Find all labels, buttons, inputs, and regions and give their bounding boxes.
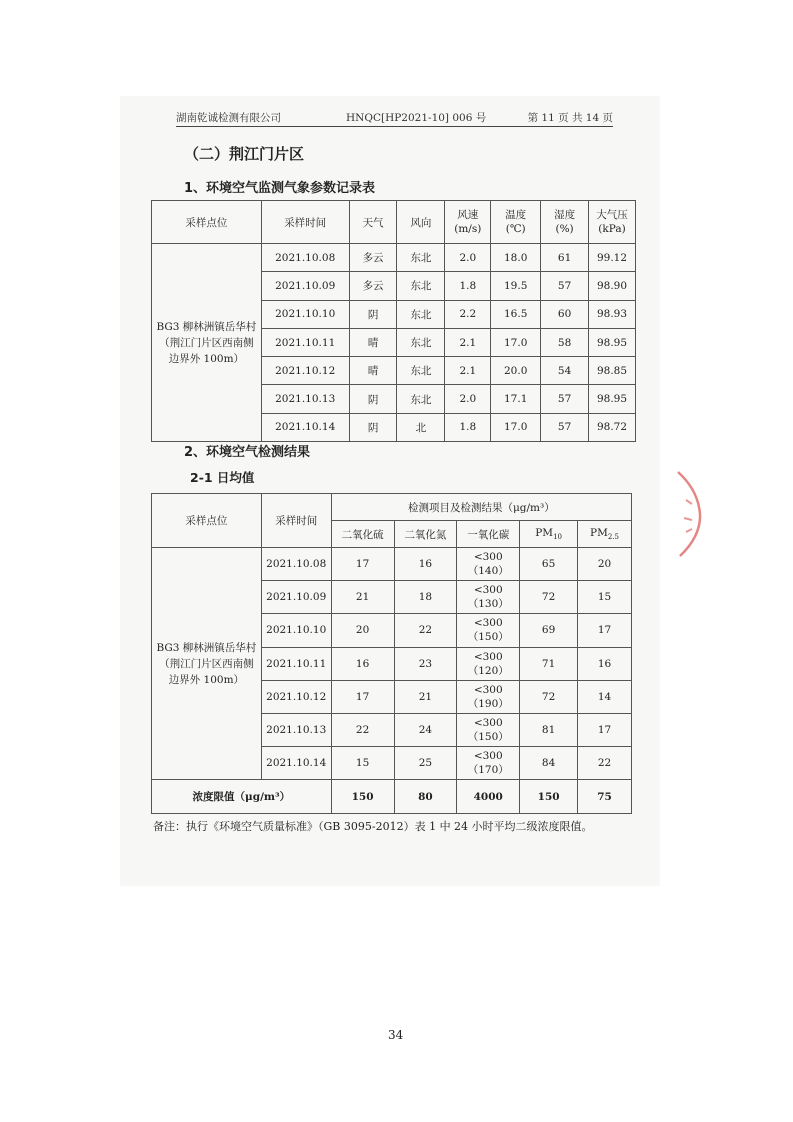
col-humidity	[541, 201, 589, 244]
pm10-cell: 65	[520, 548, 578, 581]
so2-cell: 20	[331, 614, 394, 647]
humidity-cell: 58	[541, 328, 589, 356]
co-cell	[457, 680, 520, 713]
weather-cell: 多云	[349, 244, 397, 272]
co-value: <300	[473, 683, 503, 696]
table-row	[152, 548, 632, 581]
no2-cell: 21	[394, 680, 457, 713]
so2-cell: 15	[331, 747, 394, 780]
date-cell: 2021.10.11	[261, 328, 349, 356]
wind-speed-cell: 1.8	[445, 413, 491, 441]
temp-cell: 16.5	[491, 300, 541, 328]
table2-subtitle: 2-1 日均值	[190, 470, 255, 485]
pm25-cell: 17	[578, 614, 632, 647]
no2-cell: 22	[394, 614, 457, 647]
co-measured: （190）	[467, 697, 509, 710]
co-value: <300	[473, 750, 503, 763]
wind-speed-cell: 2.0	[445, 244, 491, 272]
limit-label: 浓度限值（μg/m³）	[152, 780, 332, 814]
wind-dir-cell: 东北	[397, 385, 445, 413]
col-temp	[491, 201, 541, 244]
wind-dir-cell: 东北	[397, 328, 445, 356]
table-note: 备注：执行《环境空气质量标准》（GB 3095-2012）表 1 中 24 小时平均二级浓度限值。	[153, 820, 593, 833]
date-cell: 2021.10.11	[261, 647, 331, 680]
limit-so2: 150	[331, 780, 394, 814]
weather-cell: 阴	[349, 300, 397, 328]
co-measured: （150）	[467, 731, 509, 744]
col-humidity-label: 湿度	[554, 209, 576, 221]
pm10-cell: 69	[520, 614, 578, 647]
date-cell: 2021.10.13	[261, 385, 349, 413]
pm25-label: PM	[590, 526, 608, 539]
location-cell	[152, 244, 262, 442]
weather-cell: 晴	[349, 357, 397, 385]
weather-cell: 晴	[349, 328, 397, 356]
temp-cell: 17.0	[491, 413, 541, 441]
seal-stamp-fragment	[676, 470, 706, 560]
wind-speed-cell: 2.1	[445, 328, 491, 356]
humidity-cell: 57	[541, 413, 589, 441]
so2-cell: 21	[331, 581, 394, 614]
humidity-cell: 60	[541, 300, 589, 328]
col-pressure	[589, 201, 636, 244]
date-cell: 2021.10.10	[261, 614, 331, 647]
location-line: 边界外 100m）	[168, 352, 245, 365]
col-wind-speed-unit: (m/s)	[454, 223, 482, 235]
col-pressure-unit: (kPa)	[598, 223, 626, 235]
co-cell	[457, 647, 520, 680]
co-measured: （130）	[467, 598, 509, 611]
co-value: <300	[473, 617, 503, 630]
col-wind-speed	[445, 201, 491, 244]
weather-cell: 多云	[349, 272, 397, 300]
wind-speed-cell: 2.2	[445, 300, 491, 328]
date-cell: 2021.10.09	[261, 581, 331, 614]
temp-cell: 18.0	[491, 244, 541, 272]
location-line: 边界外 100m）	[168, 673, 245, 686]
pm25-cell: 14	[578, 680, 632, 713]
co-value: <300	[473, 717, 503, 730]
pm10-cell: 84	[520, 747, 578, 780]
pm10-cell: 81	[520, 713, 578, 746]
humidity-cell: 61	[541, 244, 589, 272]
col-location: 采样点位	[152, 494, 262, 548]
pressure-cell: 99.12	[589, 244, 636, 272]
pm10-label: PM	[535, 526, 554, 539]
no2-cell: 23	[394, 647, 457, 680]
temp-cell: 17.1	[491, 385, 541, 413]
co-value: <300	[473, 650, 503, 663]
meteorology-table	[151, 200, 636, 442]
wind-dir-cell: 东北	[397, 272, 445, 300]
location-line: （荆江门片区西南侧	[159, 336, 254, 349]
pm25-cell: 15	[578, 581, 632, 614]
header-report-code: HNQC[HP2021-10] 006 号	[346, 112, 487, 124]
page-number: 34	[388, 1028, 404, 1042]
co-cell	[457, 713, 520, 746]
co-value: <300	[473, 584, 503, 597]
temp-cell: 20.0	[491, 357, 541, 385]
date-cell: 2021.10.12	[261, 680, 331, 713]
temp-cell: 17.0	[491, 328, 541, 356]
col-group-results: 检测项目及检测结果（μg/m³）	[331, 494, 631, 521]
date-cell: 2021.10.14	[261, 747, 331, 780]
no2-cell: 18	[394, 581, 457, 614]
col-wind-speed-label: 风速	[457, 209, 479, 221]
header-company: 湖南乾诚检测有限公司	[176, 112, 281, 124]
table-header-row	[152, 494, 632, 521]
section-title: （二）荆江门片区	[184, 145, 305, 163]
humidity-cell: 54	[541, 357, 589, 385]
limit-co: 4000	[457, 780, 520, 814]
co-cell	[457, 581, 520, 614]
wind-dir-cell: 北	[397, 413, 445, 441]
pressure-cell: 98.85	[589, 357, 636, 385]
pm25-sub: 2.5	[607, 533, 619, 542]
so2-cell: 22	[331, 713, 394, 746]
humidity-cell: 57	[541, 385, 589, 413]
co-cell	[457, 614, 520, 647]
location-cell	[152, 548, 262, 780]
pm25-cell: 16	[578, 647, 632, 680]
limit-row	[152, 780, 632, 814]
col-no2: 二氧化氮	[394, 521, 457, 548]
pressure-cell: 98.93	[589, 300, 636, 328]
location-line: BG3 柳林洲镇岳华村	[156, 320, 257, 333]
so2-cell: 16	[331, 647, 394, 680]
pm10-sub: 10	[553, 533, 562, 542]
table2-title: 2、环境空气检测结果	[184, 445, 311, 460]
no2-cell: 24	[394, 713, 457, 746]
wind-speed-cell: 2.1	[445, 357, 491, 385]
weather-cell: 阴	[349, 413, 397, 441]
limit-pm25: 75	[578, 780, 632, 814]
date-cell: 2021.10.10	[261, 300, 349, 328]
col-pressure-label: 大气压	[596, 209, 628, 221]
date-cell: 2021.10.09	[261, 272, 349, 300]
table1-title: 1、环境空气监测气象参数记录表	[184, 181, 376, 196]
pressure-cell: 98.95	[589, 328, 636, 356]
air-quality-table	[151, 493, 632, 814]
col-wind-dir: 风向	[397, 201, 445, 244]
co-measured: （140）	[467, 565, 509, 578]
pm10-cell: 71	[520, 647, 578, 680]
pressure-cell: 98.90	[589, 272, 636, 300]
pm25-cell: 17	[578, 713, 632, 746]
col-temp-label: 温度	[505, 209, 527, 221]
col-so2: 二氧化硫	[331, 521, 394, 548]
wind-dir-cell: 东北	[397, 244, 445, 272]
date-cell: 2021.10.12	[261, 357, 349, 385]
limit-no2: 80	[394, 780, 457, 814]
date-cell: 2021.10.08	[261, 548, 331, 581]
header-page-info: 第 11 页 共 14 页	[527, 112, 613, 124]
col-location: 采样点位	[152, 201, 262, 244]
co-cell	[457, 548, 520, 581]
wind-speed-cell: 2.0	[445, 385, 491, 413]
weather-cell: 阴	[349, 385, 397, 413]
table-header-row	[152, 201, 636, 244]
pm10-cell: 72	[520, 581, 578, 614]
wind-dir-cell: 东北	[397, 300, 445, 328]
limit-pm10: 150	[520, 780, 578, 814]
humidity-cell: 57	[541, 272, 589, 300]
page-header	[176, 110, 613, 127]
date-cell: 2021.10.08	[261, 244, 349, 272]
temp-cell: 19.5	[491, 272, 541, 300]
pressure-cell: 98.72	[589, 413, 636, 441]
co-cell	[457, 747, 520, 780]
wind-speed-cell: 1.8	[445, 272, 491, 300]
pm10-cell: 72	[520, 680, 578, 713]
co-measured: （170）	[467, 764, 509, 777]
co-value: <300	[473, 551, 503, 564]
pressure-cell: 98.95	[589, 385, 636, 413]
table-row	[152, 244, 636, 272]
so2-cell: 17	[331, 680, 394, 713]
location-line: （荆江门片区西南侧	[159, 657, 254, 670]
col-pm10	[520, 521, 578, 548]
col-weather: 天气	[349, 201, 397, 244]
no2-cell: 16	[394, 548, 457, 581]
co-measured: （120）	[467, 664, 509, 677]
pm25-cell: 22	[578, 747, 632, 780]
col-pm25	[578, 521, 632, 548]
no2-cell: 25	[394, 747, 457, 780]
col-humidity-unit: (%)	[555, 223, 574, 235]
col-time: 采样时间	[261, 201, 349, 244]
co-measured: （150）	[467, 631, 509, 644]
col-temp-unit: (℃)	[505, 223, 526, 235]
date-cell: 2021.10.14	[261, 413, 349, 441]
location-line: BG3 柳林洲镇岳华村	[156, 641, 257, 654]
date-cell: 2021.10.13	[261, 713, 331, 746]
wind-dir-cell: 东北	[397, 357, 445, 385]
so2-cell: 17	[331, 548, 394, 581]
col-co: 一氧化碳	[457, 521, 520, 548]
col-time: 采样时间	[261, 494, 331, 548]
pm25-cell: 20	[578, 548, 632, 581]
